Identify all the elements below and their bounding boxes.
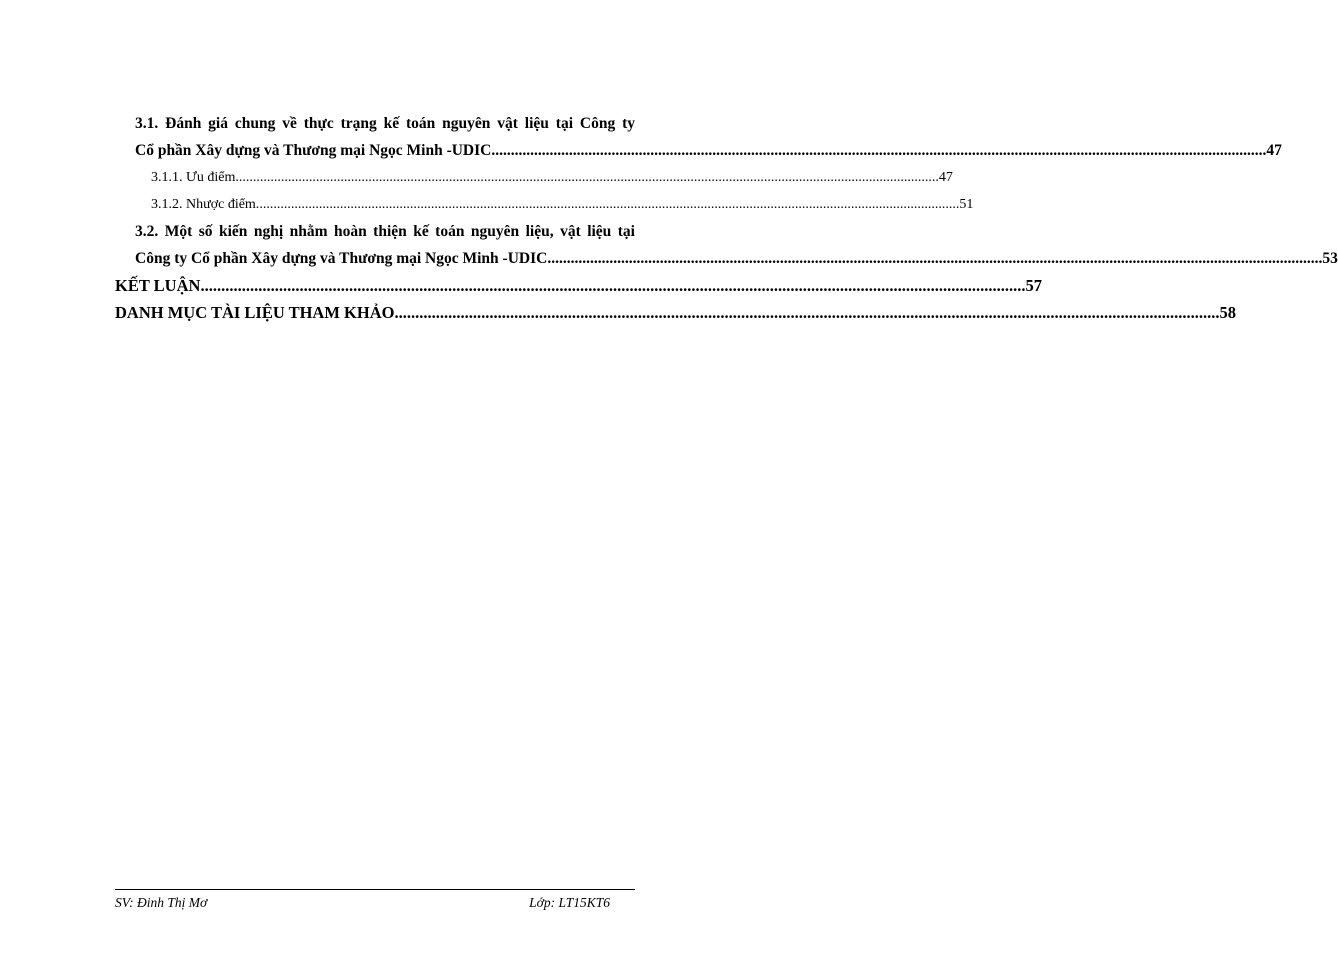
toc-entry-conclusion-page: 57 (1025, 276, 1042, 295)
toc-entry-references-title: DANH MỤC TÀI LIỆU THAM KHẢO (115, 303, 395, 322)
dot-leader: ........................................................................................................................................................................................................ (547, 250, 1323, 267)
footer-class: Lớp: LT15KT6 (529, 895, 610, 910)
toc-entry-3-2-page: 53 (1322, 250, 1338, 267)
toc-entry-3-1-line2: Cổ phần Xây dựng và Thương mại Ngọc Minh -UDIC (135, 142, 492, 159)
toc-entry-3-1-1[interactable] (115, 164, 953, 191)
dot-leader: ........................................................................................................................................................................................................ (394, 303, 1220, 322)
footer-student: SV: Đinh Thị Mơ (115, 895, 208, 910)
dot-leader: ........................................................................................................................................................................................................ (491, 142, 1267, 159)
toc-entry-references[interactable] (115, 299, 1236, 326)
page-footer (115, 889, 635, 911)
toc-entry-conclusion[interactable] (115, 272, 1042, 299)
toc-entry-3-1[interactable] (115, 110, 1282, 164)
toc-entry-3-2-line2: Công ty Cổ phần Xây dựng và Thương mại Ngọc Minh -UDIC (135, 250, 548, 267)
toc-entry-conclusion-title: KẾT LUẬN (115, 276, 201, 295)
toc-entry-3-1-line1: 3.1. Đánh giá chung về thực trạng kế toán nguyên vật liệu tại Công ty (135, 115, 635, 132)
dot-leader: ........................................................................................................................................................................................................ (200, 276, 1026, 295)
table-of-contents (115, 110, 1338, 326)
footer-rule (115, 889, 635, 890)
toc-entry-3-1-2[interactable] (115, 191, 974, 218)
toc-entry-3-1-2-page: 51 (959, 197, 974, 212)
toc-entry-3-1-page: 47 (1266, 142, 1282, 159)
toc-entry-references-page: 58 (1219, 303, 1236, 322)
dot-leader: ........................................................................................................................................................................................................ (259, 197, 960, 212)
toc-entry-3-1-2-title: 3.1.2. Nhược điểm. (151, 197, 260, 212)
toc-entry-3-1-1-title: 3.1.1. Ưu điểm. (151, 170, 239, 185)
dot-leader: ........................................................................................................................................................................................................ (238, 170, 939, 185)
toc-entry-3-2[interactable] (115, 218, 1338, 272)
toc-entry-3-1-1-page: 47 (938, 170, 953, 185)
toc-entry-3-2-line1: 3.2. Một số kiến nghị nhằm hoàn thiện kế toán nguyên liệu, vật liệu tại (135, 223, 635, 240)
